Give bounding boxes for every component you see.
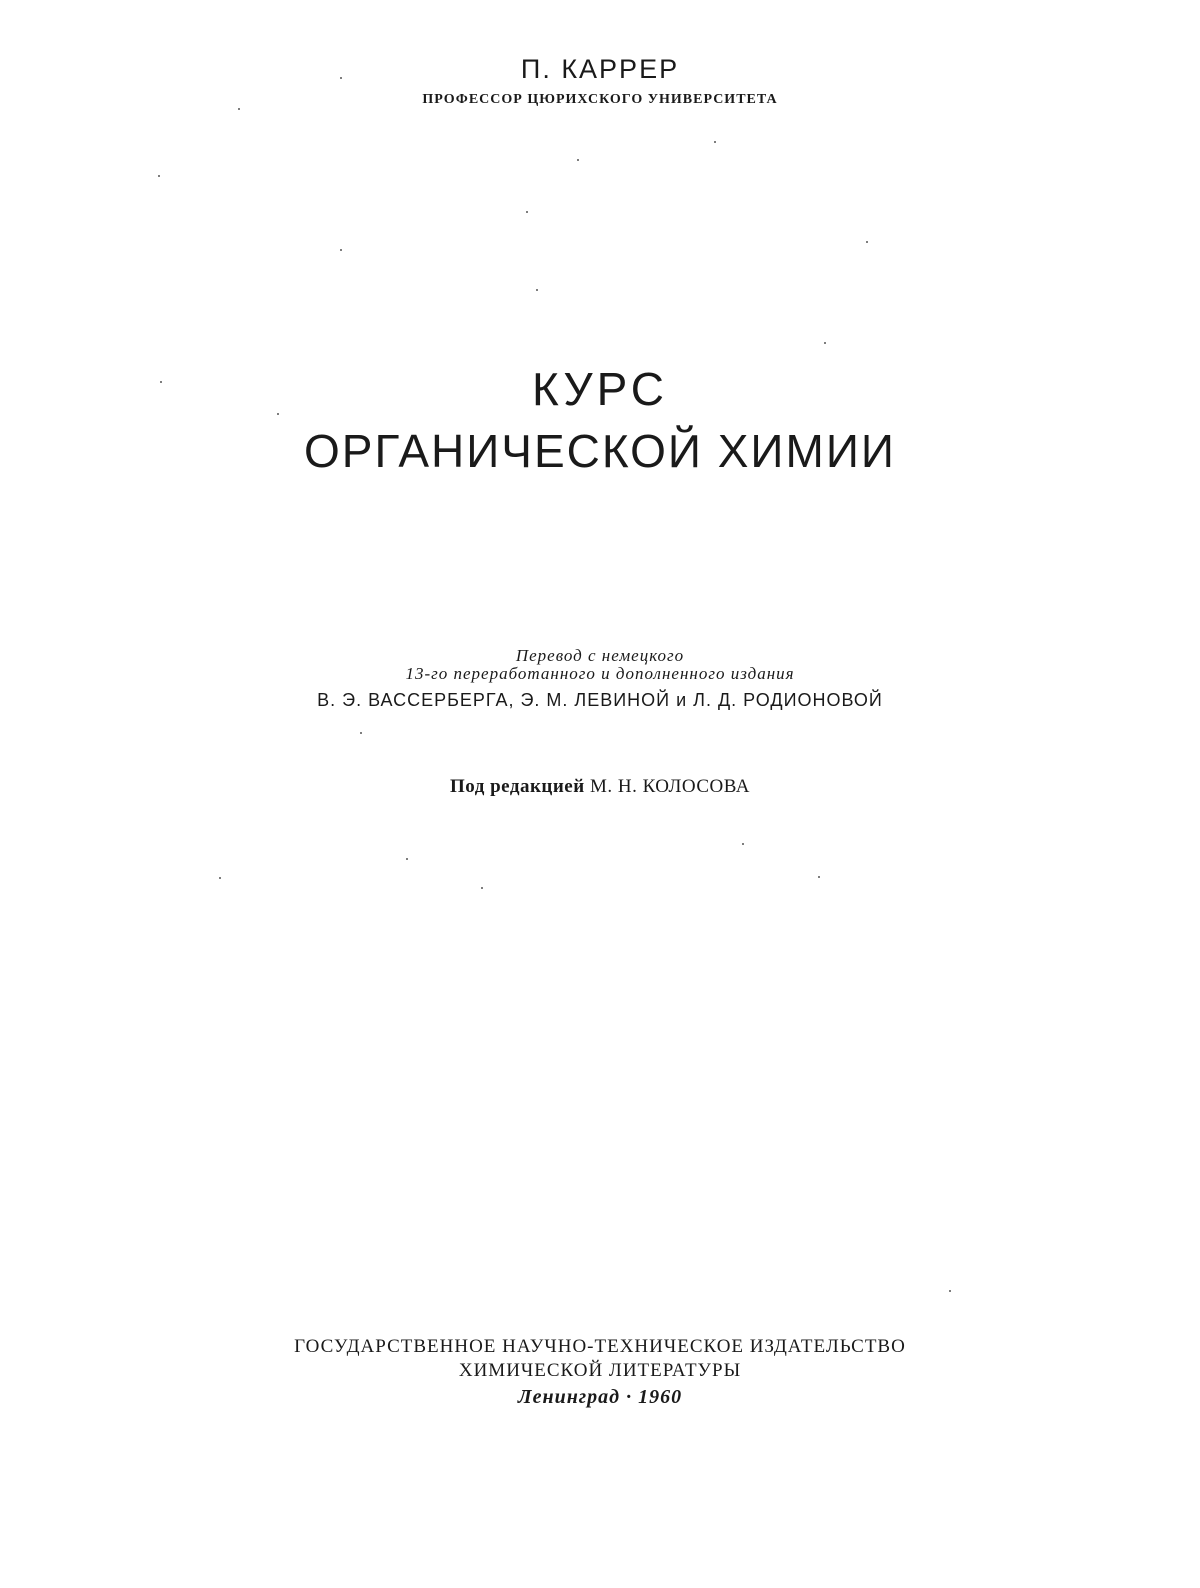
scan-speck xyxy=(824,342,826,344)
editor-credit xyxy=(0,776,1200,798)
book-title-line-1: КУРС xyxy=(532,363,668,415)
scan-speck xyxy=(340,249,342,251)
scan-speck xyxy=(949,1290,951,1292)
scan-speck xyxy=(481,887,483,889)
scan-speck xyxy=(219,877,221,879)
scan-speck xyxy=(536,289,538,291)
scan-speck xyxy=(158,175,160,177)
editor-label: Под редакцией xyxy=(450,776,585,797)
scan-speck xyxy=(277,413,279,415)
translation-note-line-1: Перевод с немецкого xyxy=(515,646,685,665)
scan-speck xyxy=(360,732,362,734)
scan-speck xyxy=(238,108,240,110)
scan-speck xyxy=(577,159,579,161)
scan-speck xyxy=(742,843,744,845)
imprint-place-year: Ленинград · 1960 xyxy=(517,1386,683,1408)
translators: В. Э. ВАССЕРБЕРГА, Э. М. ЛЕВИНОЙ и Л. Д. РОДИОНОВОЙ xyxy=(317,690,883,710)
scan-speck xyxy=(526,211,528,213)
publisher-line-1: ГОСУДАРСТВЕННОЕ НАУЧНО-ТЕХНИЧЕСКОЕ ИЗДАТЕЛЬСТВО xyxy=(294,1336,906,1357)
scan-speck xyxy=(866,241,868,243)
scan-speck xyxy=(818,876,820,878)
author-affiliation: ПРОФЕССОР ЦЮРИХСКОГО УНИВЕРСИТЕТА xyxy=(422,92,778,107)
editor-name: М. Н. КОЛОСОВА xyxy=(589,776,750,797)
author-name: П. КАРРЕР xyxy=(520,54,680,84)
translation-note-line-2: 13-го переработанного и дополненного издания xyxy=(405,664,795,683)
publisher-line-2: ХИМИЧЕСКОЙ ЛИТЕРАТУРЫ xyxy=(458,1360,742,1381)
scan-speck xyxy=(340,77,342,79)
scan-speck xyxy=(406,858,408,860)
scan-speck xyxy=(714,141,716,143)
book-title-line-2: ОРГАНИЧЕСКОЙ ХИМИИ xyxy=(304,425,896,477)
scan-speck xyxy=(160,381,162,383)
